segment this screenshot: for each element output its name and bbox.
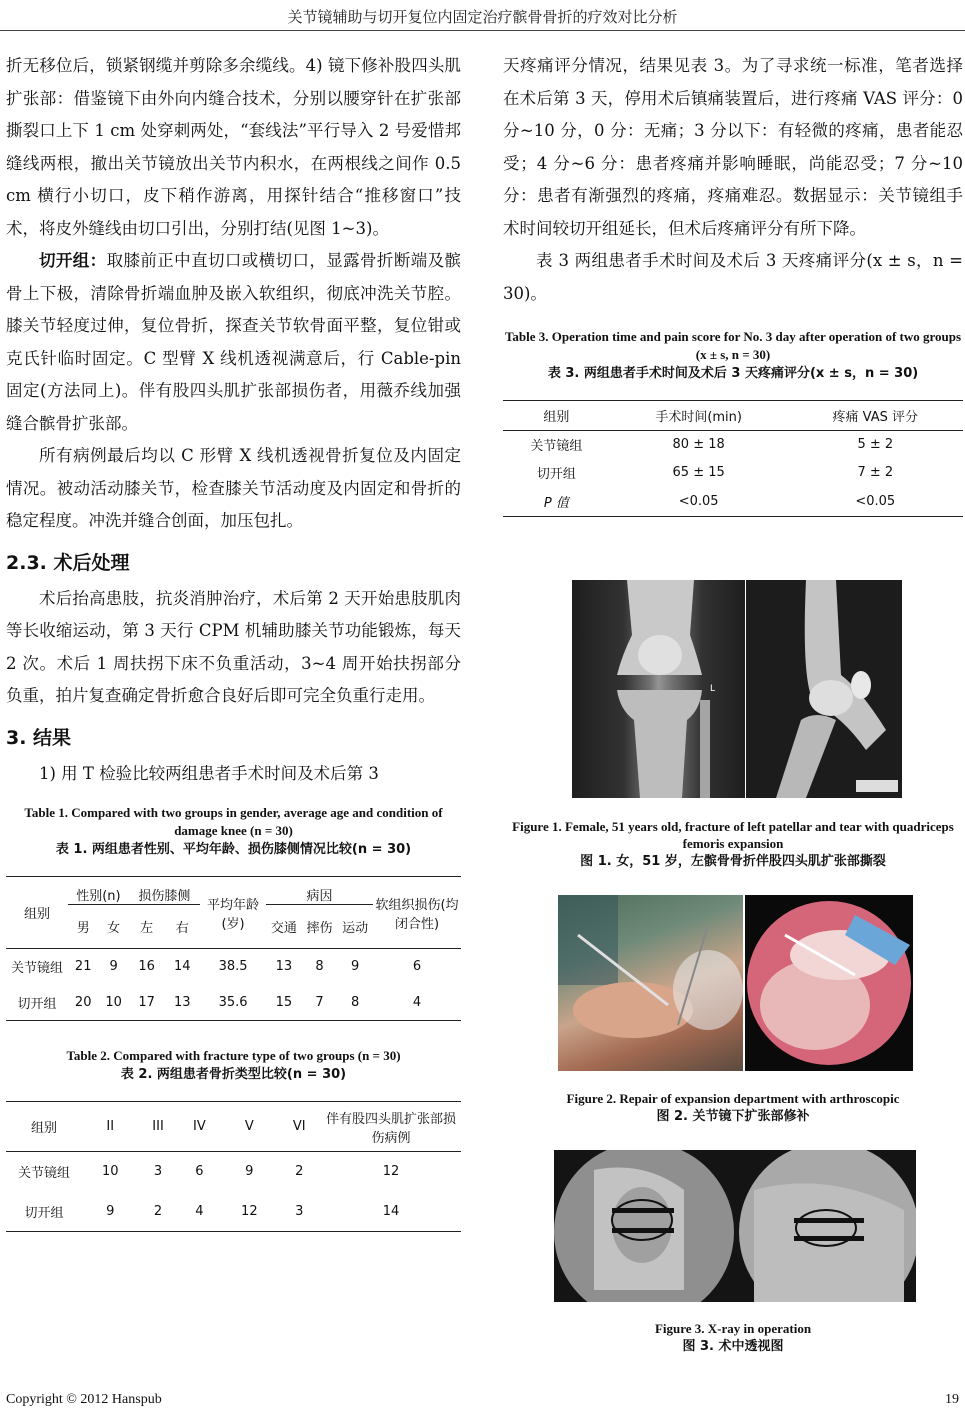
figure-caption-en: Figure 3. X-ray in operation xyxy=(654,1321,812,1336)
table-cell: 65 ± 15 xyxy=(672,465,725,480)
xray-lateral-image xyxy=(746,580,902,798)
table-header: 手术时间(min) xyxy=(655,410,742,425)
table-caption-cn: 表 3. 两组患者手术时间及术后 3 天疼痛评分(x ± s，n = 30) xyxy=(547,366,919,381)
table-subheader: 运动 xyxy=(342,921,369,936)
arthroscopic-view-drawing xyxy=(745,895,913,1071)
table-header: 疼痛 VAS 评分 xyxy=(832,410,919,425)
table-cell: 13 xyxy=(173,994,191,1010)
paragraph: 天疼痛评分情况，结果见表 3。为了寻求统一标准，笔者选择在术后第 3 天，停用术后镇痛装置后，进行疼痛 VAS 评分：0 分~10 分，0 分：无痛；3 分以下：有轻微的疼痛，患者能忍受；4 分~6 分：患者疼痛并影响睡眠，尚能忍受；7 分~10 分：患者有渐强烈的疼痛，疼痛难忍。数据显示：关节镜组手术时间较切开组延长，但术后疼痛评分有所下降。 xyxy=(503,56,963,238)
figure-caption-cn: 图 2. 关节镜下扩张部修补 xyxy=(656,1109,810,1124)
right-column xyxy=(503,50,963,517)
table-cell: 3 xyxy=(153,1164,163,1180)
table-row xyxy=(6,1152,461,1192)
table-cell: 21 xyxy=(74,959,92,975)
table-cell: 8 xyxy=(351,994,360,1010)
fluoroscopy-image xyxy=(554,1150,916,1302)
table-row xyxy=(503,459,963,487)
table-cell: 10 xyxy=(105,994,122,1010)
table-cell: <0.05 xyxy=(678,493,719,509)
paragraph: 所有病例最后均以 C 形臂 X 线机透视骨折复位及内固定情况。被动活动膝关节，检查膝关节活动度及内固定和骨折的稳定程度。冲洗并缝合创面，加压包扎。 xyxy=(6,446,461,530)
table-cell: 3 xyxy=(295,1203,304,1219)
table-subheader: 女 xyxy=(98,905,128,949)
table-cell: 切开组 xyxy=(536,467,576,482)
xray-ap-drawing xyxy=(572,580,745,798)
table-cell: 7 ± 2 xyxy=(857,465,894,480)
paragraph-body: 取膝前正中直切口或横切口，显露骨折断端及髌骨上下极，清除骨折端血肿及嵌入软组织，彻底冲洗关节腔。膝关节轻度过伸，复位骨折，探查关节软骨面平整，复位钳或克氏针临时固定。C 型臂 X 线机透视满意后，行 Cable-pin 固定(方法同上)。伴有股四头肌扩张部损伤者，用薇乔线加强缝合髌骨扩张部。 xyxy=(6,251,462,433)
table-header: 伴有股四头肌扩张部损伤病例 xyxy=(325,1111,456,1146)
table-cell: 15 xyxy=(275,994,293,1010)
table-header: III xyxy=(152,1119,164,1134)
table-cell: 35.6 xyxy=(218,994,248,1010)
table-cell: 6 xyxy=(195,1164,204,1180)
table-header: 损伤膝侧 xyxy=(138,889,191,904)
table-header: 组别 xyxy=(543,410,570,425)
table-caption-en: Table 2. Compared with fracture type of two groups (n = 30) xyxy=(66,1048,401,1063)
paragraph: 折无移位后，锁紧钢缆并剪除多余缆线。4) 镜下修补股四头肌扩张部：借鉴镜下由外向内缝合技术，分别以腰穿针在扩张部撕裂口上下 1 cm 处穿刺两处，“套线法”平行导入 2 号爱惜邦缝线两根，撤出关节镜放出关节内积水，在两根线之间作 0.5 cm 横行小切口，皮下稍作游离，用探针结合“推移窗口”技术，将皮外缝线由切口引出，分别打结(见图 1~3)。 xyxy=(6,56,461,238)
table-cell: 17 xyxy=(138,994,155,1010)
table-cell: 14 xyxy=(173,959,191,975)
figure3-caption xyxy=(503,1320,963,1357)
table1-block xyxy=(6,804,461,1021)
page-number: 19 xyxy=(945,1392,959,1407)
table-cell: 4 xyxy=(412,994,422,1010)
table-cell: 38.5 xyxy=(218,959,248,975)
table-cell: 6 xyxy=(412,959,422,975)
table-cell: 9 xyxy=(351,959,360,975)
table-cell: 9 xyxy=(245,1164,254,1180)
table-header: VI xyxy=(292,1119,306,1134)
table-cell: 12 xyxy=(241,1203,258,1219)
table-header: 病因 xyxy=(266,877,373,905)
table-subheader: 右 xyxy=(164,905,200,949)
table-subheader: 左 xyxy=(129,905,165,949)
left-column xyxy=(6,50,461,1232)
table-cell: 切开组 xyxy=(24,1205,64,1221)
paragraph-lead: 切开组： xyxy=(39,251,107,270)
figure1-caption xyxy=(503,818,963,872)
table1 xyxy=(6,876,461,1021)
table-cell: 关节镜组 xyxy=(530,439,583,455)
footer-copyright: Copyright © 2012 Hanspub xyxy=(6,1392,162,1407)
table-subheader: 摔伤 xyxy=(306,921,333,936)
xray-lateral-drawing xyxy=(746,580,902,798)
table2 xyxy=(6,1101,461,1232)
table-row xyxy=(6,1192,461,1232)
table-cell: 16 xyxy=(138,959,155,975)
paragraph: 1) 用 T 检验比较两组患者手术时间及术后第 3 xyxy=(39,763,379,783)
fluoroscopy-drawing xyxy=(554,1150,916,1302)
table-cell: 9 xyxy=(109,959,118,975)
table-cell: P 值 xyxy=(543,495,569,511)
section-heading: 3. 结果 xyxy=(6,726,72,749)
table3 xyxy=(503,400,963,517)
table-caption-cn: 表 1. 两组患者性别、平均年龄、损伤膝侧情况比较(n = 30) xyxy=(55,842,412,857)
surgery-photo-drawing xyxy=(558,895,743,1071)
arthroscopic-view xyxy=(745,895,913,1071)
table-header: 性别(n) xyxy=(76,889,121,904)
table-cell: <0.05 xyxy=(855,493,896,509)
paragraph: 表 3 两组患者手术时间及术后 3 天疼痛评分(x ± s，n = 30)。 xyxy=(503,251,963,303)
table-cell: 切开组 xyxy=(17,996,57,1012)
running-head: 关节镜辅助与切开复位内固定治疗髌骨骨折的疗效对比分析 xyxy=(287,8,678,26)
table-header: IV xyxy=(193,1119,206,1134)
table-subheader: 男 xyxy=(68,905,98,949)
table-cell: 4 xyxy=(195,1203,204,1219)
table-header: 平均年龄(岁) xyxy=(207,897,260,932)
surgery-photo xyxy=(558,895,743,1071)
paragraph xyxy=(6,245,461,440)
table-cell: 10 xyxy=(101,1164,119,1180)
figure-caption-en: Figure 2. Repair of expansion department with arthroscopic xyxy=(566,1091,900,1106)
table-header: V xyxy=(244,1119,254,1134)
table3-block xyxy=(503,328,963,517)
table2-block xyxy=(6,1047,461,1232)
table-caption-en: Table 3. Operation time and pain score for No. 3 day after operation of two groups (x ± s, n = 30) xyxy=(504,329,962,362)
table-header: 软组织损伤(均闭合性) xyxy=(375,897,459,932)
table-row xyxy=(6,985,461,1021)
table-cell: 80 ± 18 xyxy=(672,437,725,453)
figure-caption-cn: 图 3. 术中透视图 xyxy=(682,1339,784,1354)
table-caption-cn: 表 2. 两组患者骨折类型比较(n = 30) xyxy=(120,1067,347,1082)
table-row xyxy=(503,487,963,517)
paragraph: 术后抬高患肢，抗炎消肿治疗，术后第 2 天开始患肢肌肉等长收缩运动，第 3 天行 CPM 机辅助膝关节功能锻炼，每天 2 次。术后 1 周扶拐下床不负重活动，3~4 周开始扶拐部分负重，拍片复查确定骨折愈合良好后即可完全负重行走用。 xyxy=(6,588,461,705)
table-cell: 7 xyxy=(315,994,324,1010)
table-cell: 13 xyxy=(275,959,293,975)
table-cell: 9 xyxy=(106,1203,115,1219)
xray-side-marker: L xyxy=(710,684,716,694)
figure2-caption xyxy=(503,1090,963,1127)
table-cell: 2 xyxy=(153,1203,163,1219)
table-header: 组别 xyxy=(23,907,50,922)
figure-caption-en: Figure 1. Female, 51 years old, fracture of left patellar and tear with quadriceps femoris expansion xyxy=(512,819,954,851)
table-header: II xyxy=(106,1119,115,1134)
table-caption-en: Table 1. Compared with two groups in gender, average age and condition of damage knee (n = 30) xyxy=(24,805,443,838)
table-cell: 14 xyxy=(382,1203,400,1219)
section-heading: 2.3. 术后处理 xyxy=(6,551,130,574)
table-cell: 12 xyxy=(382,1164,400,1180)
table-row xyxy=(6,949,461,985)
table-cell: 20 xyxy=(74,994,92,1010)
table-row xyxy=(503,431,963,459)
table-header: 组别 xyxy=(30,1121,57,1136)
table-cell: 关节镜组 xyxy=(17,1166,70,1182)
table-cell: 2 xyxy=(295,1164,304,1180)
table-cell: 5 ± 2 xyxy=(857,437,894,453)
table-subheader: 交通 xyxy=(270,921,297,936)
table-cell: 关节镜组 xyxy=(10,961,63,977)
table-cell: 8 xyxy=(315,959,324,975)
figure-caption-cn: 图 1. 女，51 岁，左髌骨骨折伴股四头肌扩张部撕裂 xyxy=(580,854,886,869)
header-rule xyxy=(0,30,965,31)
xray-ap-image xyxy=(572,580,745,798)
